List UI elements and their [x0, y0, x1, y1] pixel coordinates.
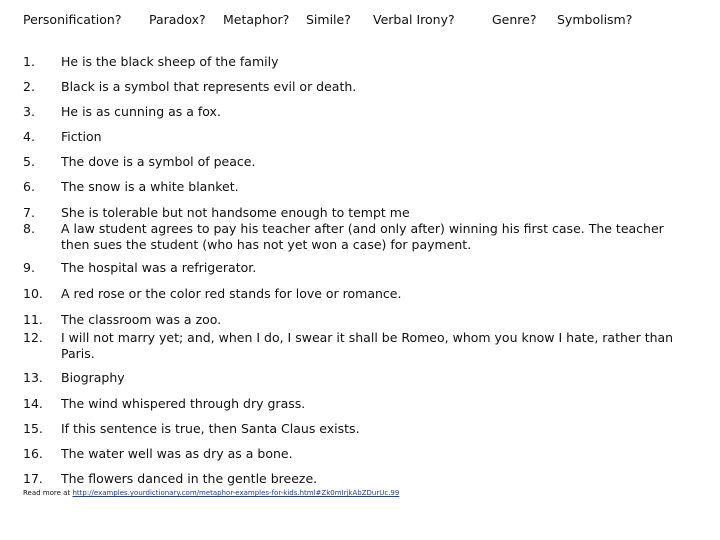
term-genre: Genre? [492, 12, 537, 27]
list-item [23, 179, 693, 195]
source-line [23, 489, 399, 497]
list-item [23, 446, 693, 462]
item-text: The hospital was a refrigerator. [61, 260, 257, 275]
item-text: The water well was as dry as a bone. [61, 446, 293, 461]
list-item [23, 471, 693, 487]
item-number: 10. [23, 286, 43, 301]
term-verbal-irony: Verbal Irony? [373, 12, 455, 27]
list-item [23, 396, 693, 412]
item-text: The flowers danced in the gentle breeze. [61, 471, 318, 486]
source-link[interactable]: http://examples.yourdictionary.com/metaphor-examples-for-kids.html#Zk0mIrjkAbZDurUc.99 [72, 489, 400, 497]
item-number: 6. [23, 179, 35, 194]
item-number: 2. [23, 79, 35, 94]
item-text: The snow is a white blanket. [61, 179, 239, 194]
list-item [23, 330, 693, 362]
item-text: If this sentence is true, then Santa Claus exists. [61, 421, 360, 436]
list-item [23, 421, 693, 437]
item-number: 15. [23, 421, 43, 436]
list-item [23, 312, 693, 328]
term-metaphor: Metaphor? [223, 12, 290, 27]
item-text: The dove is a symbol of peace. [61, 154, 256, 169]
item-text: I will not marry yet; and, when I do, I swear it shall be Romeo, whom you know I hate, rather than Paris. [61, 330, 674, 361]
item-text: The classroom was a zoo. [61, 312, 222, 327]
item-text: The wind whispered through dry grass. [61, 396, 306, 411]
list-item [23, 205, 693, 221]
term-simile: Simile? [306, 12, 351, 27]
item-number: 4. [23, 129, 35, 144]
list-item [23, 104, 693, 120]
term-paradox: Paradox? [149, 12, 206, 27]
item-text: A red rose or the color red stands for love or romance. [61, 286, 402, 301]
list-item [23, 221, 693, 253]
item-text: A law student agrees to pay his teacher after (and only after) winning his first case. The teacher then sues the student (who has not yet won a case) for payment. [61, 221, 664, 252]
item-number: 16. [23, 446, 43, 461]
item-text: She is tolerable but not handsome enough to tempt me [61, 205, 410, 220]
term-symbolism: Symbolism? [557, 12, 633, 27]
item-number: 12. [23, 330, 43, 345]
item-number: 1. [23, 54, 35, 69]
item-number: 8. [23, 221, 35, 236]
item-text: Black is a symbol that represents evil or death. [61, 79, 357, 94]
item-number: 7. [23, 205, 35, 220]
source-prefix: Read more at [23, 489, 71, 497]
term-personification: Personification? [23, 12, 122, 27]
item-text: Fiction [61, 129, 102, 144]
list-item [23, 154, 693, 170]
item-number: 14. [23, 396, 43, 411]
list-item [23, 286, 693, 302]
item-text: He is the black sheep of the family [61, 54, 279, 69]
list-item [23, 370, 693, 386]
item-number: 3. [23, 104, 35, 119]
item-number: 11. [23, 312, 43, 327]
list-item [23, 260, 693, 276]
list-item [23, 79, 693, 95]
item-number: 17. [23, 471, 43, 486]
item-number: 9. [23, 260, 35, 275]
list-item [23, 54, 693, 70]
item-number: 13. [23, 370, 43, 385]
item-number: 5. [23, 154, 35, 169]
item-text: Biography [61, 370, 125, 385]
list-item [23, 129, 693, 145]
item-text: He is as cunning as a fox. [61, 104, 221, 119]
